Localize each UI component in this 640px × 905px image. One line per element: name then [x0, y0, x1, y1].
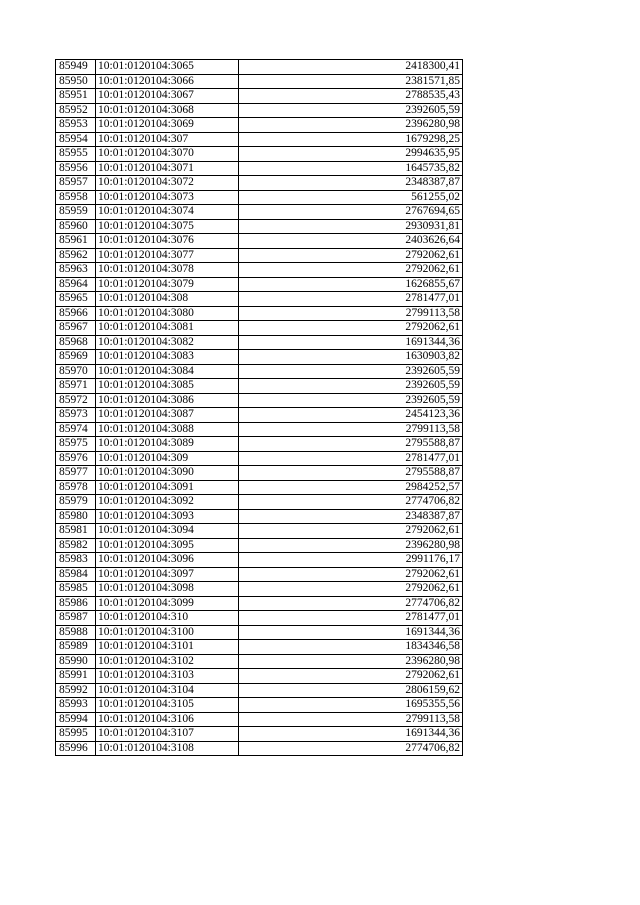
- value-cell: 2392605,59: [239, 393, 463, 408]
- cadastral-number-cell: 10:01:0120104:3107: [96, 727, 239, 742]
- cadastral-number-cell: 10:01:0120104:3071: [96, 161, 239, 176]
- table-row: [56, 60, 463, 75]
- table-row: [56, 248, 463, 263]
- row-number-cell: 85994: [56, 712, 96, 727]
- value-cell: 2799113,58: [239, 422, 463, 437]
- value-cell: 2781477,01: [239, 292, 463, 307]
- row-number-cell: 85978: [56, 480, 96, 495]
- cadastral-number-cell: 10:01:0120104:308: [96, 292, 239, 307]
- row-number-cell: 85976: [56, 451, 96, 466]
- cadastral-number-cell: 10:01:0120104:3094: [96, 524, 239, 539]
- cadastral-number-cell: 10:01:0120104:3077: [96, 248, 239, 263]
- row-number-cell: 85962: [56, 248, 96, 263]
- table-row: [56, 567, 463, 582]
- table-row: [56, 683, 463, 698]
- table-row: [56, 741, 463, 756]
- value-cell: 2392605,59: [239, 364, 463, 379]
- cadastral-number-cell: 10:01:0120104:307: [96, 132, 239, 147]
- cadastral-number-cell: 10:01:0120104:3099: [96, 596, 239, 611]
- table-row: [56, 640, 463, 655]
- table-row: [56, 582, 463, 597]
- table-row: [56, 205, 463, 220]
- cadastral-number-cell: 10:01:0120104:3108: [96, 741, 239, 756]
- row-number-cell: 85991: [56, 669, 96, 684]
- value-cell: 2396280,98: [239, 538, 463, 553]
- value-cell: 2792062,61: [239, 567, 463, 582]
- cadastral-number-cell: 10:01:0120104:310: [96, 611, 239, 626]
- row-number-cell: 85964: [56, 277, 96, 292]
- value-cell: 2806159,62: [239, 683, 463, 698]
- value-cell: 1626855,67: [239, 277, 463, 292]
- row-number-cell: 85960: [56, 219, 96, 234]
- value-cell: 2403626,64: [239, 234, 463, 249]
- cadastral-number-cell: 10:01:0120104:3083: [96, 350, 239, 365]
- cadastral-number-cell: 10:01:0120104:3097: [96, 567, 239, 582]
- table-row: [56, 176, 463, 191]
- table-row: [56, 509, 463, 524]
- row-number-cell: 85983: [56, 553, 96, 568]
- row-number-cell: 85955: [56, 147, 96, 162]
- row-number-cell: 85996: [56, 741, 96, 756]
- table-row: [56, 89, 463, 104]
- cadastral-number-cell: 10:01:0120104:3102: [96, 654, 239, 669]
- value-cell: 2774706,82: [239, 741, 463, 756]
- row-number-cell: 85968: [56, 335, 96, 350]
- row-number-cell: 85980: [56, 509, 96, 524]
- row-number-cell: 85988: [56, 625, 96, 640]
- cadastral-number-cell: 10:01:0120104:3090: [96, 466, 239, 481]
- cadastral-number-cell: 10:01:0120104:3092: [96, 495, 239, 510]
- table-row: [56, 335, 463, 350]
- value-cell: 2792062,61: [239, 321, 463, 336]
- row-number-cell: 85977: [56, 466, 96, 481]
- value-cell: 2792062,61: [239, 248, 463, 263]
- value-cell: 2799113,58: [239, 712, 463, 727]
- value-cell: 1630903,82: [239, 350, 463, 365]
- row-number-cell: 85984: [56, 567, 96, 582]
- row-number-cell: 85959: [56, 205, 96, 220]
- value-cell: 1691344,36: [239, 727, 463, 742]
- table-row: [56, 393, 463, 408]
- cadastral-number-cell: 10:01:0120104:3070: [96, 147, 239, 162]
- table-row: [56, 263, 463, 278]
- value-cell: 2792062,61: [239, 582, 463, 597]
- row-number-cell: 85973: [56, 408, 96, 423]
- value-cell: 1695355,56: [239, 698, 463, 713]
- value-cell: 1834346,58: [239, 640, 463, 655]
- table-row: [56, 524, 463, 539]
- row-number-cell: 85956: [56, 161, 96, 176]
- value-cell: 2792062,61: [239, 669, 463, 684]
- cadastral-number-cell: 10:01:0120104:3068: [96, 103, 239, 118]
- value-cell: 2781477,01: [239, 451, 463, 466]
- value-cell: 1691344,36: [239, 625, 463, 640]
- value-cell: 2774706,82: [239, 596, 463, 611]
- table-row: [56, 408, 463, 423]
- cadastral-number-cell: 10:01:0120104:3100: [96, 625, 239, 640]
- cadastral-number-cell: 10:01:0120104:3093: [96, 509, 239, 524]
- value-cell: 2418300,41: [239, 60, 463, 75]
- row-number-cell: 85987: [56, 611, 96, 626]
- cadastral-number-cell: 10:01:0120104:3088: [96, 422, 239, 437]
- table-row: [56, 306, 463, 321]
- table-row: [56, 538, 463, 553]
- table-row: [56, 161, 463, 176]
- row-number-cell: 85972: [56, 393, 96, 408]
- cadastral-number-cell: 10:01:0120104:3066: [96, 74, 239, 89]
- table-row: [56, 74, 463, 89]
- table-row: [56, 379, 463, 394]
- table-row: [56, 118, 463, 133]
- table-row: [56, 422, 463, 437]
- table-row: [56, 219, 463, 234]
- value-cell: 2930931,81: [239, 219, 463, 234]
- row-number-cell: 85969: [56, 350, 96, 365]
- row-number-cell: 85995: [56, 727, 96, 742]
- value-cell: 561255,02: [239, 190, 463, 205]
- value-cell: 2396280,98: [239, 118, 463, 133]
- cadastral-number-cell: 10:01:0120104:3101: [96, 640, 239, 655]
- value-cell: 2781477,01: [239, 611, 463, 626]
- cadastral-number-cell: 10:01:0120104:3089: [96, 437, 239, 452]
- table-row: [56, 712, 463, 727]
- value-cell: 2795588,87: [239, 466, 463, 481]
- row-number-cell: 85965: [56, 292, 96, 307]
- table-row: [56, 611, 463, 626]
- value-cell: 2792062,61: [239, 524, 463, 539]
- row-number-cell: 85985: [56, 582, 96, 597]
- value-cell: 2984252,57: [239, 480, 463, 495]
- value-cell: 2792062,61: [239, 263, 463, 278]
- row-number-cell: 85979: [56, 495, 96, 510]
- row-number-cell: 85958: [56, 190, 96, 205]
- cadastral-number-cell: 10:01:0120104:3075: [96, 219, 239, 234]
- value-cell: 1679298,25: [239, 132, 463, 147]
- cadastral-number-cell: 10:01:0120104:3076: [96, 234, 239, 249]
- value-cell: 2767694,65: [239, 205, 463, 220]
- cadastral-number-cell: 10:01:0120104:3073: [96, 190, 239, 205]
- value-cell: 2348387,87: [239, 176, 463, 191]
- cadastral-number-cell: 10:01:0120104:3080: [96, 306, 239, 321]
- table-row: [56, 553, 463, 568]
- value-cell: 1645735,82: [239, 161, 463, 176]
- cadastral-number-cell: 10:01:0120104:3074: [96, 205, 239, 220]
- row-number-cell: 85950: [56, 74, 96, 89]
- table-row: [56, 437, 463, 452]
- value-cell: 2799113,58: [239, 306, 463, 321]
- cadastral-number-cell: 10:01:0120104:3067: [96, 89, 239, 104]
- value-cell: 1691344,36: [239, 335, 463, 350]
- row-number-cell: 85961: [56, 234, 96, 249]
- table-row: [56, 132, 463, 147]
- row-number-cell: 85982: [56, 538, 96, 553]
- table-row: [56, 480, 463, 495]
- cadastral-number-cell: 10:01:0120104:3104: [96, 683, 239, 698]
- cadastral-number-cell: 10:01:0120104:3085: [96, 379, 239, 394]
- table-row: [56, 147, 463, 162]
- row-number-cell: 85949: [56, 60, 96, 75]
- data-table: [55, 59, 463, 756]
- table-row: [56, 350, 463, 365]
- cadastral-number-cell: 10:01:0120104:3096: [96, 553, 239, 568]
- cadastral-number-cell: 10:01:0120104:3103: [96, 669, 239, 684]
- cadastral-number-cell: 10:01:0120104:3078: [96, 263, 239, 278]
- table-row: [56, 234, 463, 249]
- row-number-cell: 85952: [56, 103, 96, 118]
- cadastral-number-cell: 10:01:0120104:3086: [96, 393, 239, 408]
- row-number-cell: 85990: [56, 654, 96, 669]
- value-cell: 2774706,82: [239, 495, 463, 510]
- value-cell: 2994635,95: [239, 147, 463, 162]
- cadastral-number-cell: 10:01:0120104:3091: [96, 480, 239, 495]
- row-number-cell: 85970: [56, 364, 96, 379]
- row-number-cell: 85963: [56, 263, 96, 278]
- table-row: [56, 727, 463, 742]
- row-number-cell: 85975: [56, 437, 96, 452]
- cadastral-number-cell: 10:01:0120104:3072: [96, 176, 239, 191]
- table-row: [56, 698, 463, 713]
- cadastral-number-cell: 10:01:0120104:3105: [96, 698, 239, 713]
- row-number-cell: 85993: [56, 698, 96, 713]
- row-number-cell: 85954: [56, 132, 96, 147]
- value-cell: 2991176,17: [239, 553, 463, 568]
- value-cell: 2454123,36: [239, 408, 463, 423]
- row-number-cell: 85981: [56, 524, 96, 539]
- cadastral-number-cell: 10:01:0120104:3087: [96, 408, 239, 423]
- row-number-cell: 85957: [56, 176, 96, 191]
- cadastral-number-cell: 10:01:0120104:3084: [96, 364, 239, 379]
- cadastral-number-cell: 10:01:0120104:3106: [96, 712, 239, 727]
- cadastral-number-cell: 10:01:0120104:3081: [96, 321, 239, 336]
- table-row: [56, 321, 463, 336]
- value-cell: 2392605,59: [239, 379, 463, 394]
- value-cell: 2795588,87: [239, 437, 463, 452]
- table-row: [56, 292, 463, 307]
- cadastral-number-cell: 10:01:0120104:3095: [96, 538, 239, 553]
- table-row: [56, 495, 463, 510]
- table-row: [56, 451, 463, 466]
- cadastral-number-cell: 10:01:0120104:3069: [96, 118, 239, 133]
- row-number-cell: 85971: [56, 379, 96, 394]
- table-row: [56, 596, 463, 611]
- value-cell: 2348387,87: [239, 509, 463, 524]
- table-row: [56, 364, 463, 379]
- cadastral-number-cell: 10:01:0120104:3098: [96, 582, 239, 597]
- row-number-cell: 85992: [56, 683, 96, 698]
- value-cell: 2381571,85: [239, 74, 463, 89]
- table-body: [56, 60, 463, 756]
- row-number-cell: 85953: [56, 118, 96, 133]
- value-cell: 2396280,98: [239, 654, 463, 669]
- table-row: [56, 466, 463, 481]
- table-row: [56, 103, 463, 118]
- row-number-cell: 85986: [56, 596, 96, 611]
- table-row: [56, 190, 463, 205]
- table-row: [56, 669, 463, 684]
- row-number-cell: 85974: [56, 422, 96, 437]
- value-cell: 2392605,59: [239, 103, 463, 118]
- cadastral-number-cell: 10:01:0120104:3065: [96, 60, 239, 75]
- row-number-cell: 85989: [56, 640, 96, 655]
- row-number-cell: 85966: [56, 306, 96, 321]
- cadastral-number-cell: 10:01:0120104:3079: [96, 277, 239, 292]
- cadastral-number-cell: 10:01:0120104:3082: [96, 335, 239, 350]
- table-row: [56, 625, 463, 640]
- row-number-cell: 85967: [56, 321, 96, 336]
- table-row: [56, 277, 463, 292]
- value-cell: 2788535,43: [239, 89, 463, 104]
- cadastral-number-cell: 10:01:0120104:309: [96, 451, 239, 466]
- table-row: [56, 654, 463, 669]
- row-number-cell: 85951: [56, 89, 96, 104]
